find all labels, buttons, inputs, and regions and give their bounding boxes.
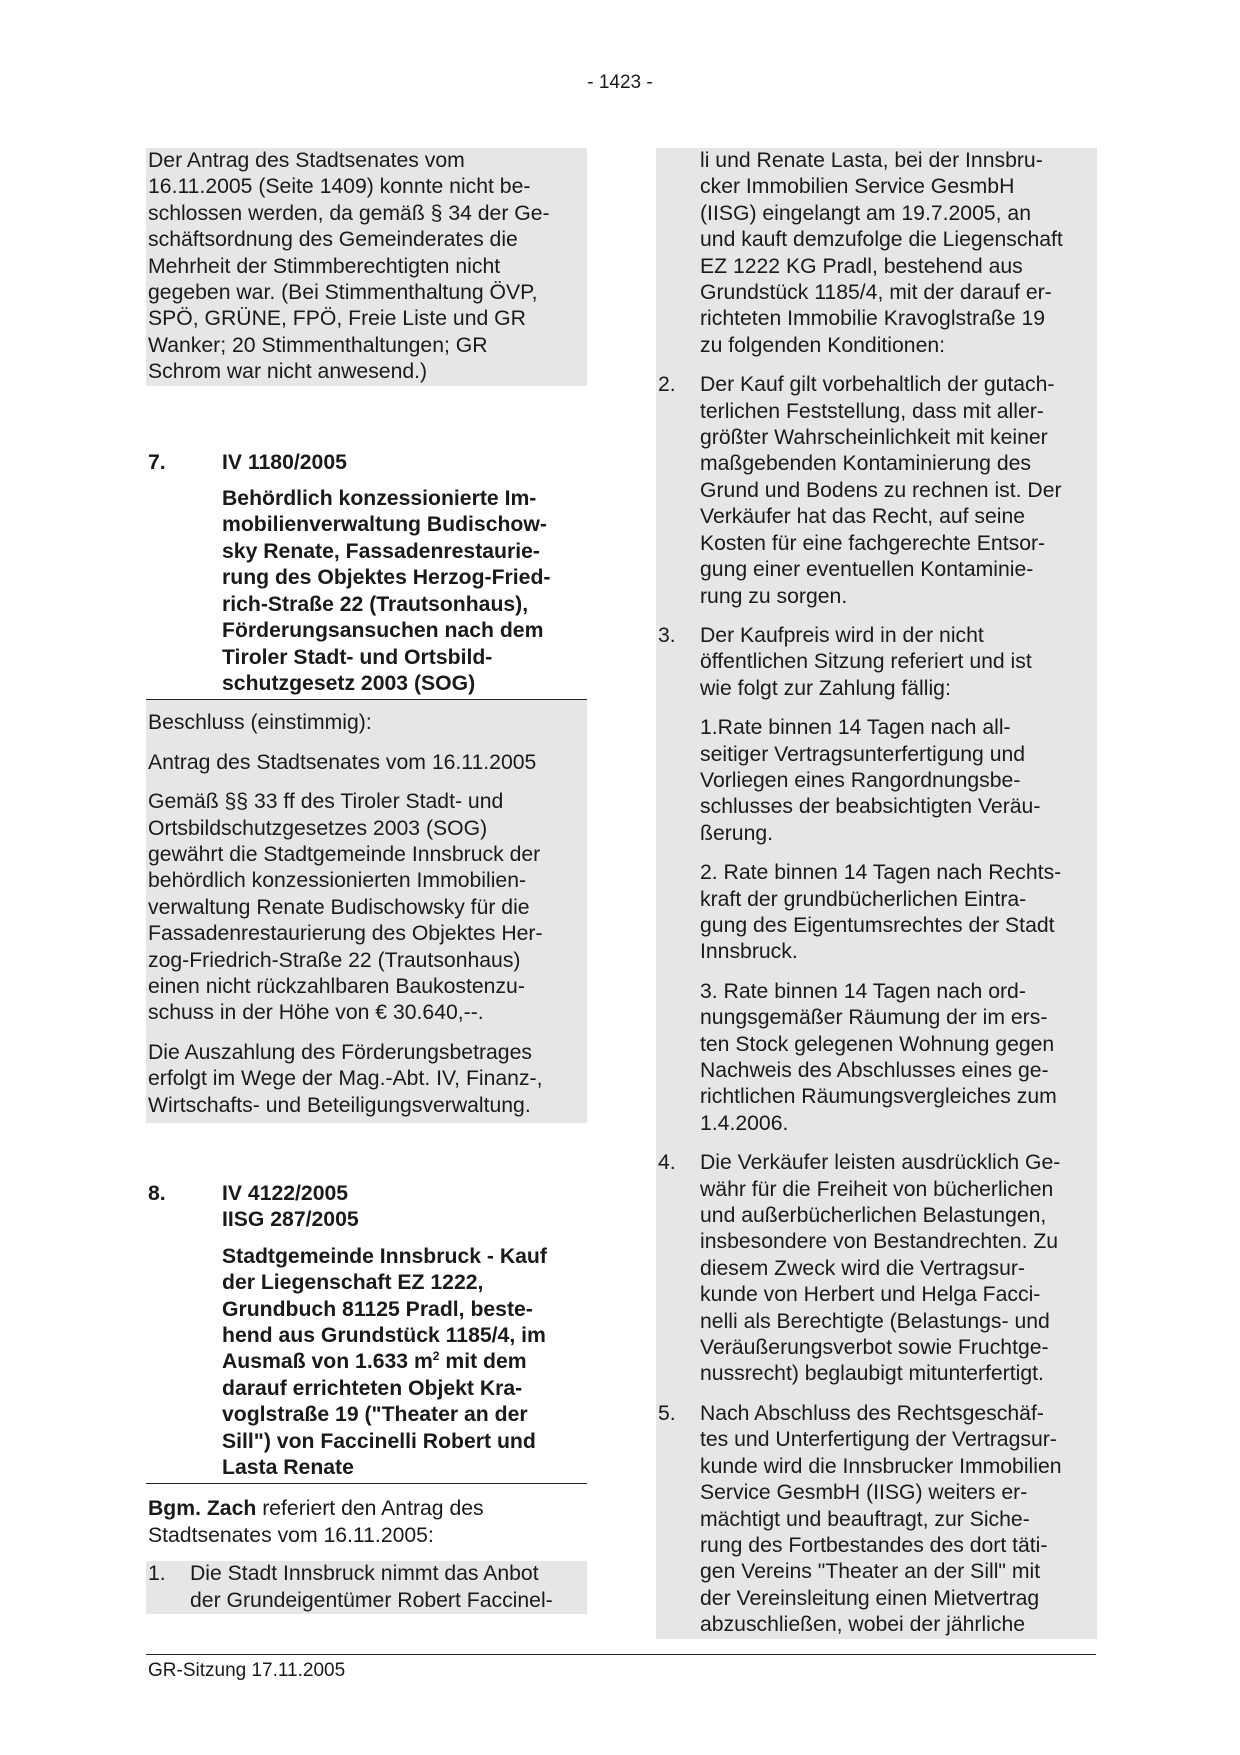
rate-1 xyxy=(656,715,1097,847)
text-line: Verkäufer hat das Recht, auf seine xyxy=(700,505,1026,529)
footer-text: GR-Sitzung 17.11.2005 xyxy=(148,1660,346,1681)
text-line: gung einer eventuellen Kontaminie- xyxy=(700,558,1034,582)
text-line: Die Auszahlung des Förderungsbetrages xyxy=(148,1040,532,1064)
text-line: kunde wird die Innsbrucker Immobilien xyxy=(700,1454,1062,1478)
point-number: 1. xyxy=(148,1562,166,1586)
reporter-name: Bgm. Zach xyxy=(148,1497,257,1521)
text-line: insbesondere von Bestandrechten. Zu xyxy=(700,1230,1059,1254)
text-line: Lasta Renate xyxy=(222,1456,354,1480)
text-line: Die Stadt Innsbruck nimmt das Anbot xyxy=(190,1562,539,1586)
text-line: währ für die Freiheit von bücherlichen xyxy=(700,1177,1054,1201)
area-text: mit dem xyxy=(439,1350,527,1374)
reporter-text: referiert den Antrag des xyxy=(256,1497,484,1521)
text-line: cker Immobilien Service GesmbH xyxy=(700,175,1015,199)
text-line: 1.4.2006. xyxy=(700,1111,789,1135)
text-line: maßgebenden Kontaminierung des xyxy=(700,452,1031,476)
item-7 xyxy=(146,450,587,1123)
text-line: 2. Rate binnen 14 Tagen nach Rechts- xyxy=(700,861,1062,885)
item-8-subject-block xyxy=(146,1244,587,1485)
page-number: - 1423 - xyxy=(587,72,653,93)
text-line: Grundstück 1185/4, mit der darauf er- xyxy=(700,281,1052,305)
text-line: Der Antrag des Stadtsenates vom xyxy=(148,149,465,172)
text-line: Der Kaufpreis wird in der nicht xyxy=(700,623,984,647)
text-line: Die Verkäufer leisten ausdrücklich Ge- xyxy=(700,1151,1061,1175)
text-line: Innsbruck. xyxy=(700,940,798,964)
text-line: nelli als Berechtigte (Belastungs- und xyxy=(700,1309,1050,1333)
text-line: abzuschließen, wobei der jährliche xyxy=(700,1613,1026,1637)
text-line: tes und Unterfertigung der Vertragsur- xyxy=(700,1428,1057,1452)
text-line: und außerbücherlichen Belastungen, xyxy=(700,1204,1047,1228)
point-text xyxy=(700,372,1062,610)
text-line: ten Stock gelegenen Wohnung gegen xyxy=(700,1032,1055,1056)
text-line: Grund und Bodens zu rechnen ist. Der xyxy=(700,478,1062,502)
text-line: mobilienverwaltung Budischow- xyxy=(222,513,547,537)
text-line: Schrom war nicht anwesend.) xyxy=(148,360,428,384)
text-line: kunde von Herbert und Helga Facci- xyxy=(700,1283,1041,1307)
text-line: schäftsordnung des Gemeinderates die xyxy=(148,228,518,252)
text-line: EZ 1222 KG Pradl, bestehend aus xyxy=(700,254,1023,278)
text-line: rich-Straße 22 (Trautsonhaus), xyxy=(222,592,529,616)
footer-divider xyxy=(146,1654,1096,1655)
text-line: Wirtschafts- und Beteiligungsverwaltung. xyxy=(148,1093,531,1117)
text-line: 1.Rate binnen 14 Tagen nach all- xyxy=(700,716,1011,740)
text-line: Vorliegen eines Rangordnungsbe- xyxy=(700,768,1021,792)
point-number: 2. xyxy=(658,373,676,397)
item-number: 7. xyxy=(148,450,166,474)
point-3 xyxy=(656,623,1097,702)
decision-body xyxy=(148,789,587,1027)
text-line: mächtigt und beauftragt, zur Siche- xyxy=(700,1507,1030,1531)
text-line: wie folgt zur Zahlung fällig: xyxy=(700,676,951,700)
text-line: der Grundeigentümer Robert Faccinel- xyxy=(190,1588,553,1612)
reporter-paragraph xyxy=(146,1496,587,1549)
point-number: 4. xyxy=(658,1151,676,1175)
text-line: nungsgemäßer Räumung der im ers- xyxy=(700,1006,1048,1030)
text-line: rung des Objektes Herzog-Fried- xyxy=(222,566,551,590)
text-line: Förderungsansuchen nach dem xyxy=(222,619,544,643)
text-line: schlossen werden, da gemäß § 34 der Ge- xyxy=(148,201,550,225)
text-line: 3. Rate binnen 14 Tagen nach ord- xyxy=(700,979,1026,1003)
text-line: 16.11.2005 (Seite 1409) konnte nicht be- xyxy=(148,175,531,199)
point-text xyxy=(700,1401,1062,1639)
text-line: hend aus Grundstück 1185/4, im xyxy=(222,1324,546,1348)
text-line: gewährt die Stadtgemeinde Innsbruck der xyxy=(148,842,541,866)
text-line: (IISG) eingelangt am 19.7.2005, an xyxy=(700,201,1031,225)
text-line: li und Renate Lasta, bei der Innsbru- xyxy=(700,149,1043,172)
point-number: 5. xyxy=(658,1401,676,1425)
text-line: schuss in der Höhe von € 30.640,--. xyxy=(148,1001,484,1025)
text-line: Gemäß §§ 33 ff des Tiroler Stadt- und xyxy=(148,790,504,814)
item-subject xyxy=(222,486,587,697)
text-line: diesem Zweck wird die Vertragsur- xyxy=(700,1256,1025,1280)
text-line: darauf errichteten Objekt Kra- xyxy=(222,1376,523,1400)
item-codes xyxy=(222,1181,359,1234)
point-5 xyxy=(656,1401,1097,1639)
text-line: Grundbuch 81125 Pradl, beste- xyxy=(222,1297,533,1321)
text-line: gegeben war. (Bei Stimmenthaltung ÖVP, xyxy=(148,281,538,305)
text-line: Sill") von Faccinelli Robert und xyxy=(222,1429,536,1453)
text-line: Mehrheit der Stimmberechtigten nicht xyxy=(148,254,501,278)
text-line: rung des Fortbestandes des dort täti- xyxy=(700,1533,1048,1557)
text-line: der Liegenschaft EZ 1222, xyxy=(222,1271,484,1295)
text-line: Wanker; 20 Stimmenthaltungen; GR xyxy=(148,333,488,357)
text-line: zog-Friedrich-Straße 22 (Trautsonhaus) xyxy=(148,948,521,972)
point-number: 3. xyxy=(658,623,676,647)
superscript: 2 xyxy=(432,1349,440,1364)
text-line: sky Renate, Fassadenrestaurie- xyxy=(222,539,540,563)
text-line: seitiger Vertragsunterfertigung und xyxy=(700,742,1026,766)
point-4 xyxy=(656,1150,1097,1388)
item-subject xyxy=(222,1244,587,1482)
text-line: Nach Abschluss des Rechtsgeschäf- xyxy=(700,1401,1044,1425)
text-line: richtlichen Räumungsvergleiches zum xyxy=(700,1085,1057,1109)
text-line: behördlich konzessionierten Immobilien- xyxy=(148,869,527,893)
text-line: öffentlichen Sitzung referiert und ist xyxy=(700,650,1032,674)
text-line: erfolgt im Wege der Mag.-Abt. IV, Finanz-, xyxy=(148,1067,543,1091)
text-line: SPÖ, GRÜNE, FPÖ, Freie Liste und GR xyxy=(148,307,526,331)
rate-3 xyxy=(656,979,1097,1137)
text-line: schutzgesetz 2003 (SOG) xyxy=(222,671,476,695)
motion-line: Antrag des Stadtsenates vom 16.11.2005 xyxy=(148,750,537,774)
text-line: rung zu sorgen. xyxy=(700,584,848,608)
text-line: Tiroler Stadt- und Ortsbild- xyxy=(222,645,493,669)
text-line: Stadtgemeinde Innsbruck - Kauf xyxy=(222,1244,547,1268)
text-line: Veräußerungsverbot sowie Fruchtge- xyxy=(700,1336,1049,1360)
text-line: Service GesmbH (IISG) weiters er- xyxy=(700,1481,1028,1505)
item-number: 8. xyxy=(148,1182,166,1205)
text-line: ßerung. xyxy=(700,821,774,845)
text-line: Behördlich konzessionierte Im- xyxy=(222,487,537,511)
text-line: voglstraße 19 ("Theater an der xyxy=(222,1403,528,1427)
text-line: zu folgenden Konditionen: xyxy=(700,333,946,357)
text-line: Kosten für eine fachgerechte Entsor- xyxy=(700,531,1046,555)
right-column xyxy=(656,148,1097,1639)
decision-label: Beschluss (einstimmig): xyxy=(148,711,372,735)
text-line: gung des Eigentumsrechtes der Stadt xyxy=(700,913,1055,937)
text-line: richteten Immobilie Kravoglstraße 19 xyxy=(700,307,1046,331)
rate-2 xyxy=(656,860,1097,966)
point-text xyxy=(190,1561,553,1614)
text-line: Ortsbildschutzgesetzes 2003 (SOG) xyxy=(148,816,488,840)
text-line xyxy=(222,1349,587,1375)
left-column xyxy=(146,148,587,1614)
text-line: einen nicht rückzahlbaren Baukostenzu- xyxy=(148,974,525,998)
point-1 xyxy=(146,1561,587,1614)
right-shaded-block xyxy=(656,148,1097,1639)
text-line: kraft der grundbücherlichen Eintra- xyxy=(700,887,1027,911)
item-code: IV 4122/2005 xyxy=(222,1182,349,1205)
point-1-continuation xyxy=(656,148,1097,359)
text-line: Der Kauf gilt vorbehaltlich der gutach- xyxy=(700,373,1055,397)
payout-paragraph xyxy=(148,1040,587,1119)
text-line xyxy=(148,1496,587,1522)
text-line: Nachweis des Abschlusses eines ge- xyxy=(700,1059,1049,1082)
text-line: Fassadenrestaurierung des Objektes Her- xyxy=(148,922,543,946)
item-7-heading xyxy=(146,450,587,476)
point-2 xyxy=(656,372,1097,610)
point-text xyxy=(700,623,1032,702)
item-7-subject-block xyxy=(146,486,587,700)
text-line: terlichen Feststellung, dass mit aller- xyxy=(700,399,1044,423)
text-line: verwaltung Renate Budischowsky für die xyxy=(148,895,530,919)
text-line: Stadtsenates vom 16.11.2005: xyxy=(148,1523,434,1547)
point-text xyxy=(700,1150,1060,1388)
item-code: IV 1180/2005 xyxy=(222,450,347,474)
text-line: gen Vereins "Theater an der Sill" mit xyxy=(700,1560,1041,1584)
text-line: nussrecht) beglaubigt mitunterfertigt. xyxy=(700,1362,1044,1386)
text-line: und kauft demzufolge die Liegenschaft xyxy=(700,228,1063,252)
area-text: Ausmaß von 1.633 m xyxy=(222,1350,433,1374)
text-line: schlusses der beabsichtigten Veräu- xyxy=(700,795,1041,819)
item-code: IISG 287/2005 xyxy=(222,1208,359,1232)
text-line: größter Wahrscheinlichkeit mit keiner xyxy=(700,426,1048,450)
item-8 xyxy=(146,1181,587,1614)
intro-paragraph xyxy=(146,148,587,386)
item-7-decision-block xyxy=(146,700,587,1123)
text-line: der Vereinsleitung einen Mietvertrag xyxy=(700,1586,1040,1610)
item-8-heading xyxy=(146,1181,587,1234)
